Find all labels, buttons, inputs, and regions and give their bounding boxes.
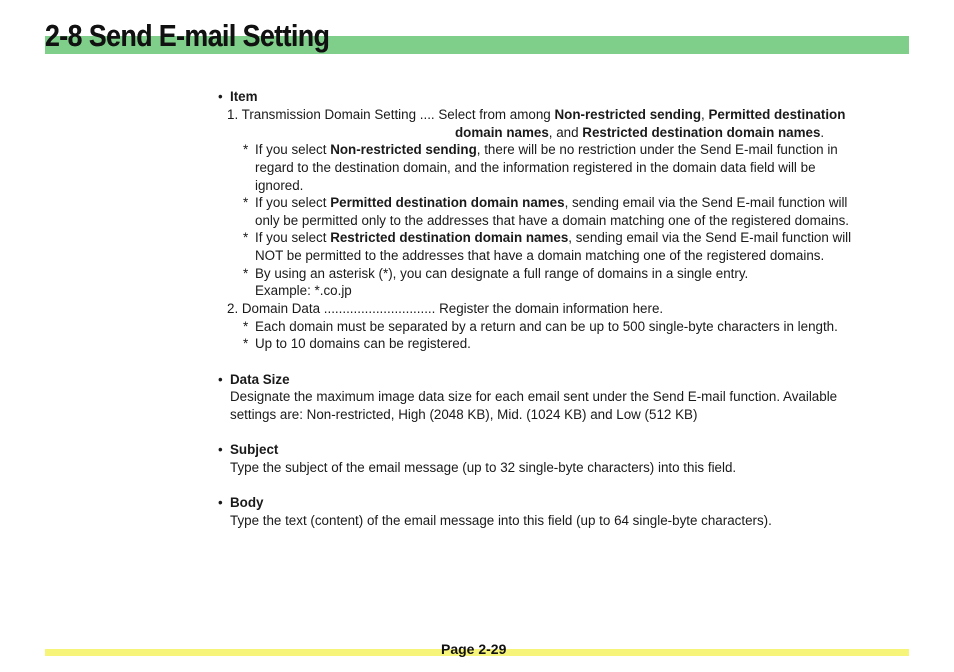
tds-end: . bbox=[820, 125, 825, 140]
note-non-restricted-line-2: regard to the destination domain, and the information registered in the domain data field will be bbox=[255, 160, 816, 175]
note-non-restricted bbox=[255, 141, 838, 158]
asterisk-marker: * bbox=[243, 266, 249, 281]
page-title: 2-8 Send E-mail Setting bbox=[45, 18, 330, 53]
domain-data-note-2: Up to 10 domains can be registered. bbox=[255, 336, 471, 351]
domain-data-line: 2. Domain Data .............................. Register the domain information here. bbox=[227, 301, 664, 316]
note-text: , there will be no restriction under the Send E-mail function in bbox=[476, 142, 838, 157]
tds-option-permitted-a: Permitted destination bbox=[708, 107, 846, 122]
asterisk-marker: * bbox=[243, 230, 249, 245]
note-restricted-line-2: NOT be permitted to the addresses that have a domain matching one of the registered domains. bbox=[255, 248, 825, 263]
tds-option-permitted-b: domain names bbox=[455, 125, 549, 140]
bullet-marker: • bbox=[218, 89, 223, 104]
transmission-domain-setting-line bbox=[227, 106, 845, 123]
subject-line-1: Type the subject of the email message (up to 32 single-byte characters) into this field. bbox=[230, 460, 737, 475]
note-text: If you select bbox=[255, 142, 331, 157]
bullet-marker: • bbox=[218, 372, 223, 387]
note-asterisk-wildcard: By using an asterisk (*), you can designate a full range of domains in a single entry. bbox=[255, 266, 749, 281]
note-bold: Restricted destination domain names bbox=[330, 230, 569, 245]
bullet-marker: • bbox=[218, 495, 223, 510]
data-size-line-1: Designate the maximum image data size for each email sent under the Send E-mail function. Available bbox=[230, 389, 838, 404]
note-restricted bbox=[255, 229, 851, 246]
data-size-heading: Data Size bbox=[230, 372, 290, 387]
note-permitted-line-2: only be permitted only to the addresses that have a domain matching one of the registered domains. bbox=[255, 213, 850, 228]
note-bold: Permitted destination domain names bbox=[330, 195, 565, 210]
note-bold: Non-restricted sending bbox=[330, 142, 477, 157]
body-heading: Body bbox=[230, 495, 264, 510]
tds-label: 1. Transmission Domain Setting .... Select from among bbox=[227, 107, 555, 122]
body-line-1: Type the text (content) of the email message into this field (up to 64 single-byte characters). bbox=[230, 513, 772, 528]
tds-option-restricted: Restricted destination domain names bbox=[582, 125, 821, 140]
bullet-marker: • bbox=[218, 442, 223, 457]
item-heading: Item bbox=[230, 89, 258, 104]
page-number: Page 2-29 bbox=[441, 641, 507, 657]
note-permitted bbox=[255, 194, 847, 211]
note-example: Example: *.co.jp bbox=[255, 283, 352, 298]
tds-separator: , bbox=[701, 107, 709, 122]
asterisk-marker: * bbox=[243, 195, 249, 210]
asterisk-marker: * bbox=[243, 142, 249, 157]
tds-option-non-restricted: Non-restricted sending bbox=[554, 107, 702, 122]
subject-heading: Subject bbox=[230, 442, 279, 457]
transmission-domain-setting-line-2 bbox=[455, 124, 824, 141]
note-text: , sending email via the Send E-mail function will bbox=[564, 195, 848, 210]
data-size-line-2: settings are: Non-restricted, High (2048 KB), Mid. (1024 KB) and Low (512 KB) bbox=[230, 407, 698, 422]
note-text: If you select bbox=[255, 230, 331, 245]
domain-data-note-1: Each domain must be separated by a return and can be up to 500 single-byte characters in length. bbox=[255, 319, 838, 334]
asterisk-marker: * bbox=[243, 336, 249, 351]
note-text: If you select bbox=[255, 195, 331, 210]
note-non-restricted-line-3: ignored. bbox=[255, 178, 304, 193]
note-text: , sending email via the Send E-mail function will bbox=[568, 230, 852, 245]
asterisk-marker: * bbox=[243, 319, 249, 334]
tds-separator-and: , and bbox=[548, 125, 583, 140]
